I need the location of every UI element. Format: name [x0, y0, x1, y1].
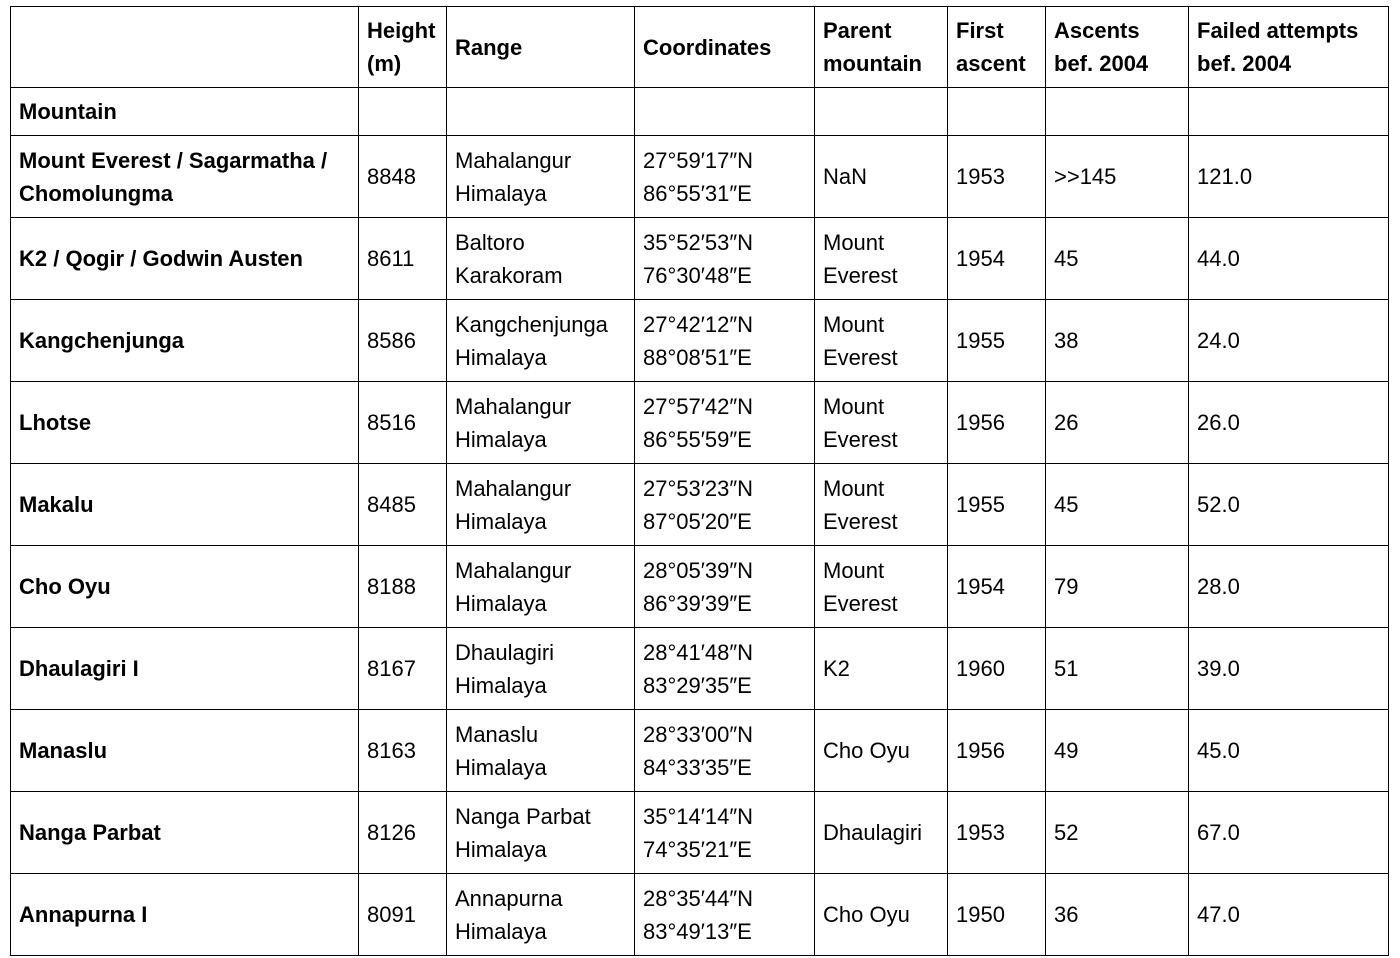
coordinates-cell-line: 35°52′53″N: [643, 229, 754, 255]
index-header-mountain: Mountain: [11, 88, 359, 136]
table-row: [11, 874, 1389, 956]
range-cell-line: Himalaya: [455, 344, 547, 370]
first-ascent-cell: 1960: [948, 628, 1046, 710]
parent-mountain-cell-line: Cho Oyu: [823, 738, 910, 763]
table-row: [11, 628, 1389, 710]
column-header-line: Height: [367, 18, 436, 43]
column-header-0: [11, 7, 359, 88]
range-cell-line: Karakoram: [455, 262, 563, 288]
mountain-cell: [11, 874, 359, 956]
first-ascent-cell: 1950: [948, 874, 1046, 956]
range-cell: [447, 874, 635, 956]
parent-mountain-cell: [815, 874, 948, 956]
coordinates-cell-line: 84°33′35″E: [643, 754, 752, 780]
coordinates-cell-line: 35°14′14″N: [643, 803, 754, 829]
coordinates-cell: [635, 546, 815, 628]
ascents-cell: 36: [1046, 874, 1189, 956]
parent-mountain-cell: [815, 218, 948, 300]
coordinates-cell-line: 28°05′39″N: [643, 557, 754, 583]
index-header-blank: [447, 88, 635, 136]
coordinates-cell: [635, 382, 815, 464]
parent-mountain-cell-line: Everest: [823, 344, 898, 370]
coordinates-cell: [635, 136, 815, 218]
parent-mountain-cell-line: Everest: [823, 590, 898, 616]
first-ascent-cell: 1955: [948, 464, 1046, 546]
coordinates-cell-line: 88°08′51″E: [643, 344, 752, 370]
mountain-cell-line: Manaslu: [19, 738, 108, 763]
first-ascent-cell: 1955: [948, 300, 1046, 382]
failed-attempts-cell: 67.0: [1189, 792, 1389, 874]
coordinates-cell-line: 28°33′00″N: [643, 721, 754, 747]
mountains-table: [10, 6, 1389, 956]
range-cell-line: Himalaya: [455, 672, 547, 698]
coordinates-cell-line: 87°05′20″E: [643, 508, 752, 534]
column-header-line: mountain: [823, 51, 922, 76]
table-row: [11, 136, 1389, 218]
coordinates-cell-line: 27°53′23″N: [643, 475, 754, 501]
first-ascent-cell: 1954: [948, 546, 1046, 628]
height-cell: 8126: [359, 792, 447, 874]
column-header-line: bef. 2004: [1054, 51, 1149, 76]
coordinates-cell-line: 83°29′35″E: [643, 672, 752, 698]
coordinates-cell-line: 86°55′31″E: [643, 180, 752, 206]
parent-mountain-cell: [815, 546, 948, 628]
mountain-cell: [11, 382, 359, 464]
coordinates-cell-line: 74°35′21″E: [643, 836, 752, 862]
column-header-line: ascent: [956, 51, 1026, 76]
range-cell: [447, 710, 635, 792]
ascents-cell: 51: [1046, 628, 1189, 710]
ascents-cell: 45: [1046, 218, 1189, 300]
mountain-cell-line: Annapurna I: [19, 902, 148, 927]
ascents-cell: 52: [1046, 792, 1189, 874]
coordinates-cell-line: 27°57′42″N: [643, 393, 754, 419]
coordinates-cell: [635, 300, 815, 382]
failed-attempts-cell: 52.0: [1189, 464, 1389, 546]
column-header-1: [359, 7, 447, 88]
index-header-blank: [635, 88, 815, 136]
column-header-5: [948, 7, 1046, 88]
column-header-line: (m): [367, 51, 402, 76]
parent-mountain-cell: [815, 382, 948, 464]
failed-attempts-cell: 45.0: [1189, 710, 1389, 792]
coordinates-cell: [635, 218, 815, 300]
mountain-cell: [11, 628, 359, 710]
mountain-cell: [11, 218, 359, 300]
column-header-3: [635, 7, 815, 88]
failed-attempts-cell: 47.0: [1189, 874, 1389, 956]
parent-mountain-cell: [815, 792, 948, 874]
table-body: [11, 136, 1389, 956]
coordinates-cell: [635, 464, 815, 546]
coordinates-cell-line: 86°39′39″E: [643, 590, 752, 616]
parent-mountain-cell: [815, 628, 948, 710]
mountain-cell-line: Mount Everest / Sagarmatha /: [19, 147, 328, 173]
range-cell-line: Himalaya: [455, 508, 547, 534]
mountain-cell-line: K2 / Qogir / Godwin Austen: [19, 246, 303, 271]
range-cell-line: Himalaya: [455, 754, 547, 780]
index-header-blank: [359, 88, 447, 136]
coordinates-cell-line: 28°41′48″N: [643, 639, 754, 665]
index-header-blank: [1189, 88, 1389, 136]
mountain-cell-line: Dhaulagiri I: [19, 656, 139, 681]
range-cell: [447, 792, 635, 874]
mountain-cell-line: Chomolungma: [19, 180, 173, 206]
coordinates-cell-line: 27°59′17″N: [643, 147, 754, 173]
height-cell: 8848: [359, 136, 447, 218]
table-row: [11, 218, 1389, 300]
range-cell-line: Mahalangur: [455, 475, 572, 501]
range-cell: [447, 382, 635, 464]
failed-attempts-cell: 28.0: [1189, 546, 1389, 628]
first-ascent-cell: 1953: [948, 792, 1046, 874]
parent-mountain-cell-line: Mount: [823, 475, 885, 501]
mountain-cell-line: Nanga Parbat: [19, 820, 161, 845]
index-header-blank: [948, 88, 1046, 136]
mountain-cell: [11, 710, 359, 792]
range-cell: [447, 218, 635, 300]
ascents-cell: 38: [1046, 300, 1189, 382]
height-cell: 8485: [359, 464, 447, 546]
parent-mountain-cell-line: Cho Oyu: [823, 902, 910, 927]
parent-mountain-cell-line: K2: [823, 656, 850, 681]
column-header-4: [815, 7, 948, 88]
parent-mountain-cell-line: Everest: [823, 508, 898, 534]
ascents-cell: 45: [1046, 464, 1189, 546]
range-cell-line: Mahalangur: [455, 147, 572, 173]
height-cell: 8586: [359, 300, 447, 382]
table-row: [11, 464, 1389, 546]
column-header-line: Failed attempts: [1197, 18, 1359, 43]
column-header-line: Coordinates: [643, 34, 772, 60]
table-row: [11, 792, 1389, 874]
failed-attempts-cell: 121.0: [1189, 136, 1389, 218]
height-cell: 8188: [359, 546, 447, 628]
failed-attempts-cell: 44.0: [1189, 218, 1389, 300]
range-cell: [447, 464, 635, 546]
column-header-7: [1189, 7, 1389, 88]
coordinates-cell-line: 28°35′44″N: [643, 885, 754, 911]
index-header-blank: [1046, 88, 1189, 136]
mountain-cell-line: Makalu: [19, 492, 94, 517]
table-row: [11, 710, 1389, 792]
first-ascent-cell: 1956: [948, 382, 1046, 464]
coordinates-cell-line: 83°49′13″E: [643, 918, 752, 944]
range-cell: [447, 136, 635, 218]
parent-mountain-cell: [815, 464, 948, 546]
column-header-line: bef. 2004: [1197, 51, 1292, 76]
range-cell-line: Baltoro: [455, 229, 525, 255]
range-cell-line: Nanga Parbat: [455, 803, 591, 829]
range-cell-line: Mahalangur: [455, 557, 572, 583]
range-cell-line: Dhaulagiri: [455, 639, 555, 665]
column-header-line: First: [956, 18, 1004, 43]
range-cell-line: Himalaya: [455, 180, 547, 206]
parent-mountain-cell-line: Everest: [823, 262, 898, 288]
coordinates-cell: [635, 874, 815, 956]
mountain-cell: [11, 300, 359, 382]
mountain-cell: [11, 546, 359, 628]
table-row: [11, 546, 1389, 628]
column-header-6: [1046, 7, 1189, 88]
mountain-cell: [11, 136, 359, 218]
failed-attempts-cell: 24.0: [1189, 300, 1389, 382]
table-row: [11, 300, 1389, 382]
parent-mountain-cell-line: Mount: [823, 311, 885, 337]
index-header-row: [11, 88, 1389, 136]
height-cell: 8167: [359, 628, 447, 710]
range-cell-line: Himalaya: [455, 590, 547, 616]
height-cell: 8611: [359, 218, 447, 300]
height-cell: 8163: [359, 710, 447, 792]
column-header-line: Ascents: [1054, 18, 1140, 43]
mountain-cell-line: Lhotse: [19, 410, 92, 435]
coordinates-cell: [635, 792, 815, 874]
range-cell-line: Kangchenjunga: [455, 311, 608, 337]
failed-attempts-cell: 26.0: [1189, 382, 1389, 464]
parent-mountain-cell: [815, 300, 948, 382]
column-header-line: Range: [455, 34, 523, 60]
first-ascent-cell: 1954: [948, 218, 1046, 300]
ascents-cell: 79: [1046, 546, 1189, 628]
ascents-cell: 49: [1046, 710, 1189, 792]
parent-mountain-cell-line: Dhaulagiri: [823, 820, 923, 845]
parent-mountain-cell-line: Mount: [823, 557, 885, 583]
parent-mountain-cell-line: Mount: [823, 393, 885, 419]
parent-mountain-cell-line: NaN: [823, 164, 868, 189]
column-header-row: [11, 7, 1389, 88]
range-cell: [447, 628, 635, 710]
mountain-cell-line: Cho Oyu: [19, 574, 111, 599]
coordinates-cell-line: 27°42′12″N: [643, 311, 754, 337]
coordinates-cell: [635, 628, 815, 710]
column-header-line: Parent: [823, 18, 892, 43]
range-cell: [447, 546, 635, 628]
parent-mountain-cell: [815, 710, 948, 792]
coordinates-cell-line: 86°55′59″E: [643, 426, 752, 452]
mountain-cell: [11, 792, 359, 874]
table-row: [11, 382, 1389, 464]
coordinates-cell: [635, 710, 815, 792]
range-cell: [447, 300, 635, 382]
first-ascent-cell: 1953: [948, 136, 1046, 218]
range-cell-line: Mahalangur: [455, 393, 572, 419]
index-header-blank: [815, 88, 948, 136]
height-cell: 8516: [359, 382, 447, 464]
parent-mountain-cell: [815, 136, 948, 218]
range-cell-line: Himalaya: [455, 918, 547, 944]
range-cell-line: Himalaya: [455, 426, 547, 452]
ascents-cell: 26: [1046, 382, 1189, 464]
failed-attempts-cell: 39.0: [1189, 628, 1389, 710]
column-header-2: [447, 7, 635, 88]
range-cell-line: Himalaya: [455, 836, 547, 862]
range-cell-line: Annapurna: [455, 885, 563, 911]
height-cell: 8091: [359, 874, 447, 956]
parent-mountain-cell-line: Mount: [823, 229, 885, 255]
mountain-cell-line: Kangchenjunga: [19, 328, 185, 353]
range-cell-line: Manaslu: [455, 721, 539, 747]
parent-mountain-cell-line: Everest: [823, 426, 898, 452]
ascents-cell: >>145: [1046, 136, 1189, 218]
first-ascent-cell: 1956: [948, 710, 1046, 792]
mountain-cell: [11, 464, 359, 546]
coordinates-cell-line: 76°30′48″E: [643, 262, 752, 288]
